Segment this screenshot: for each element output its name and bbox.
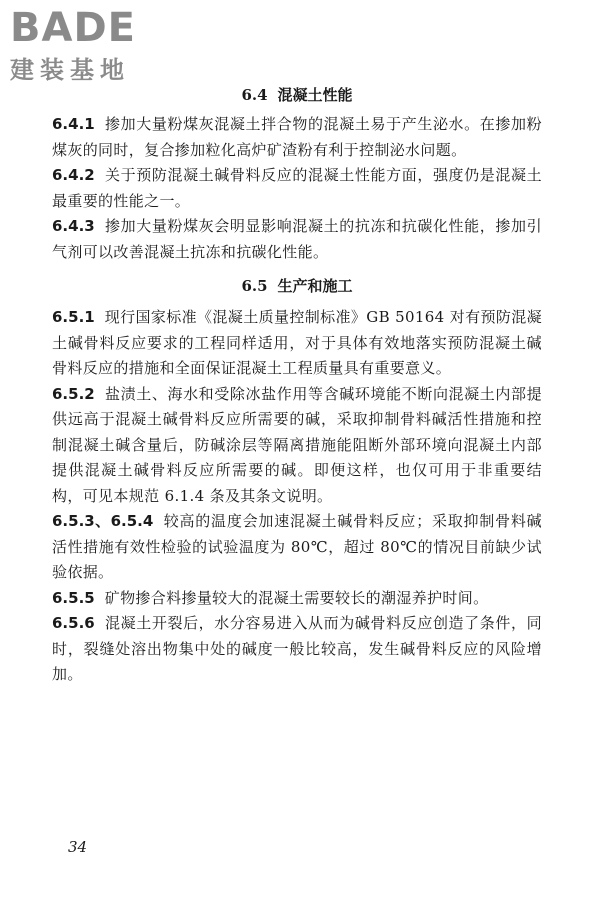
- clause-number: 6.4.2: [52, 166, 95, 184]
- clause-number: 6.5.3、6.5.4: [52, 512, 154, 530]
- section-number: 6.5: [241, 277, 268, 295]
- section-heading-6-4: [52, 82, 542, 108]
- section-title: 混凝土性能: [277, 86, 353, 104]
- clause-text: 掺加大量粉煤灰会明显影响混凝土的抗冻和抗碳化性能，掺加引气剂可以改善混凝土抗冻和抗碳化性能。: [52, 217, 542, 261]
- clause-number: 6.4.1: [52, 115, 95, 133]
- clause-text: 盐渍土、海水和受除冰盐作用等含碱环境能不断向混凝土内部提供远高于混凝土碱骨料反应所需要的碱，采取抑制骨料碱活性措施和控制混凝土碱含量后，防碱涂层等隔离措施能阻断外部环境向混凝土内部提供混凝土碱骨料反应所需要的碱。即便这样，也仅可用于非重要结构，可见本规范 6.1.4 条及其条文说明。: [52, 384, 542, 505]
- clause-text: 矿物掺合料掺量较大的混凝土需要较长的潮湿养护时间。: [104, 588, 489, 607]
- clause-6-5-1: [52, 305, 542, 382]
- clause-6-4-1: [52, 112, 542, 163]
- section-title: 生产和施工: [277, 277, 353, 295]
- clause-number: 6.4.3: [52, 217, 95, 235]
- section-number: 6.4: [241, 86, 268, 104]
- clause-text: 现行国家标准《混凝土质量控制标准》GB 50164 对有预防混凝土碱骨料反应要求的工程同样适用，对于具体有效地落实预防混凝土碱骨料反应的措施和全面保证混凝土工程质量具有重要意义。: [52, 308, 542, 377]
- clause-text: 掺加大量粉煤灰混凝土拌合物的混凝土易于产生泌水。在掺加粉煤灰的同时，复合掺加粒化高炉矿渣粉有利于控制泌水问题。: [52, 115, 542, 159]
- brand-logo: [10, 6, 180, 88]
- clause-text: 混凝土开裂后，水分容易进入从而为碱骨料反应创造了条件，同时，裂缝处溶出物集中处的碱度一般比较高，发生碱骨料反应的风险增加。: [52, 614, 542, 683]
- clause-text: 关于预防混凝土碱骨料反应的混凝土性能方面，强度仍是混凝土最重要的性能之一。: [52, 166, 542, 210]
- logo-subtitle: 建装基地: [10, 56, 130, 84]
- clause-number: 6.5.5: [52, 588, 95, 607]
- clause-6-5-5: [52, 586, 542, 612]
- page-number: 34: [68, 838, 88, 856]
- clause-6-4-3: [52, 214, 542, 265]
- clause-6-4-2: [52, 163, 542, 214]
- clause-6-5-3-4: [52, 509, 542, 586]
- page-body: [52, 82, 542, 688]
- clause-number: 6.5.1: [52, 308, 95, 326]
- section-heading-6-5: [52, 273, 542, 299]
- clause-number: 6.5.6: [52, 614, 95, 632]
- logo-brand-text: BADE: [10, 5, 136, 51]
- clause-text: 较高的温度会加速混凝土碱骨料反应；采取抑制骨料碱活性措施有效性检验的试验温度为 80℃，超过 80℃的情况目前缺少试验依据。: [52, 512, 542, 581]
- clause-6-5-6: [52, 611, 542, 688]
- clause-6-5-2: [52, 382, 542, 510]
- clause-number: 6.5.2: [52, 384, 95, 403]
